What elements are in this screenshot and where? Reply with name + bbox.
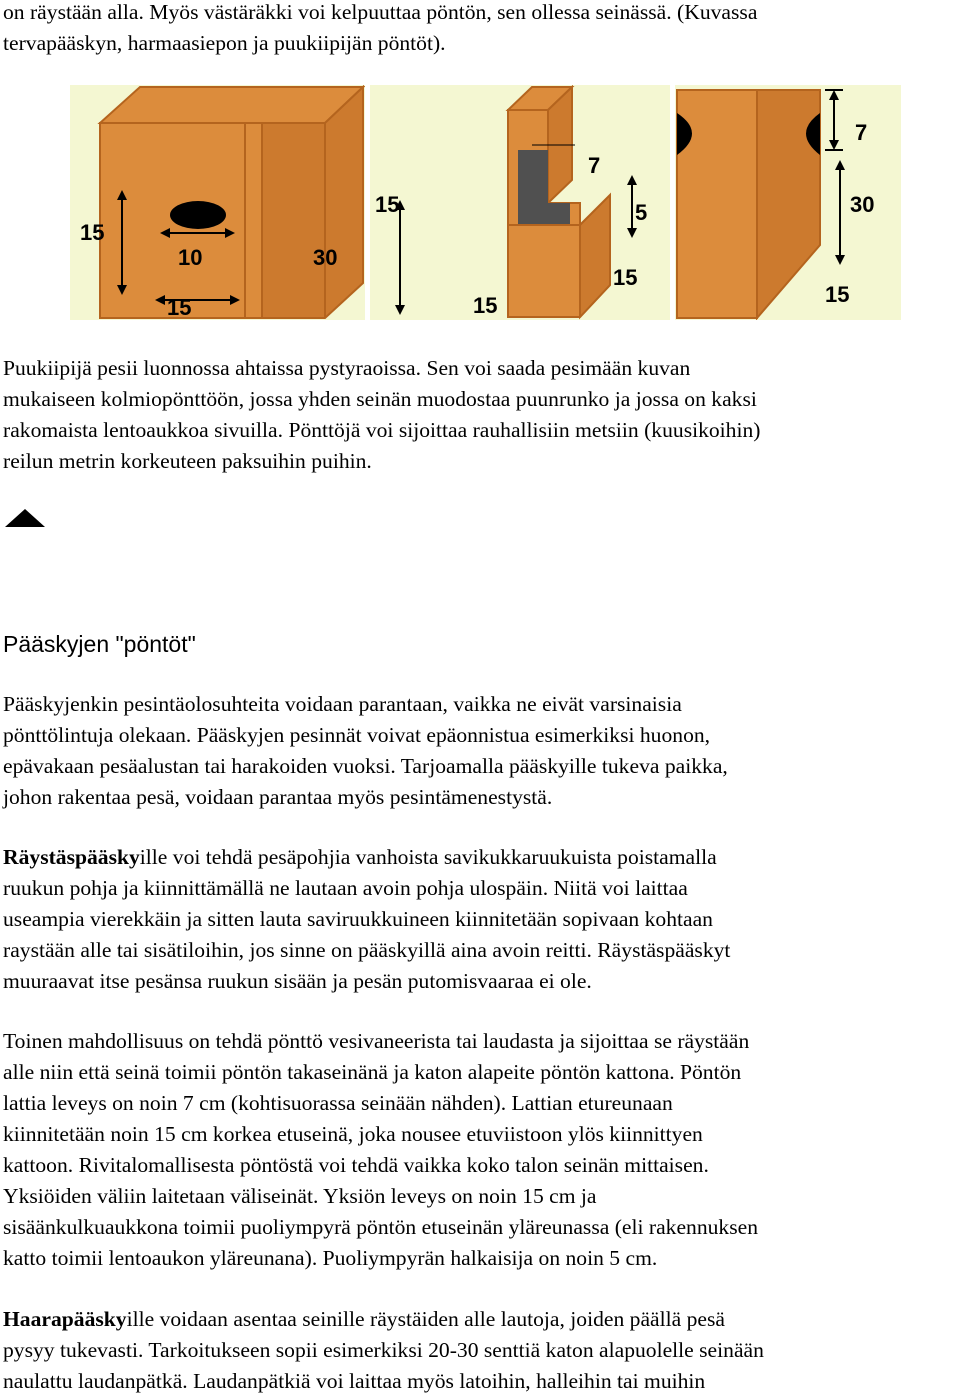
box2-height-label: 15: [375, 192, 400, 217]
text-line: sisäänkulkuaukkona toimii puoliympyrä pöntön etuseinän yläreunassa (eli rakennuksen: [3, 1215, 759, 1239]
text-line: Puukiipijä pesii luonnossa ahtaissa pystyraoissa. Sen voi saada pesimään kuvan: [3, 356, 691, 380]
intro-paragraph: [3, 0, 958, 59]
text-line: ille voidaan asentaa seinille räystäiden alle lautoja, joiden päällä pesä: [126, 1307, 725, 1331]
text-line: rakomaista lentoaukkoa sivuilla. Pönttöjä voi sijoittaa rauhallisiin metsiin (kuusikoihin): [3, 418, 761, 442]
text-line: muuraavat itse pesänsa ruukun sisään ja pesän putomisvaaraa ei ole.: [3, 969, 592, 993]
intro-line: on räystään alla. Myös västäräkki voi kelpuuttaa pöntön, sen ollessa seinässä. (Kuvassa: [3, 0, 758, 24]
box3-width-label: 15: [825, 282, 850, 307]
text-line: lattia leveys on noin 7 cm (kohtisuorassa seinään nähden). Lattian etureunaan: [3, 1091, 673, 1115]
text-line: pysyy tukevasti. Tarkoitukseen sopii esimerkiksi 20-30 senttiä katon alapuolelle seinään: [3, 1338, 764, 1362]
text-line: katto toimii lentoaukon yläreunana). Puoliympyrän halkaisija on noin 5 cm.: [3, 1246, 658, 1270]
treecreeper-paragraph: [3, 353, 958, 477]
box3-top-label: 7: [855, 120, 868, 145]
intro-line: tervapääskyn, harmaasiepon ja puukiipijän pöntöt).: [3, 31, 446, 55]
text-line: Pääskyjenkin pesintäolosuhteita voidaan parantaan, vaikka ne eivät varsinaisia: [3, 692, 682, 716]
box1-top: [100, 87, 363, 123]
treecreeper-nest-box-figure: [675, 85, 901, 320]
text-line: kattoon. Rivitalomallisesta pöntöstä voi tehdä vaikka koko talon seinän mittaisen.: [3, 1153, 709, 1177]
text-line: Yksiöiden väliin laitetaan väliseinät. Yksiön leveys on noin 15 cm ja: [3, 1184, 597, 1208]
swift-nest-box-figure: [70, 85, 365, 320]
bold-term: Räystäspääsky: [3, 845, 140, 869]
box2-width-label: 15: [473, 293, 498, 318]
bold-term: Haarapääsky: [3, 1307, 127, 1331]
box3-height-label: 30: [850, 192, 875, 217]
barn-swallow-paragraph: [3, 1304, 958, 1397]
text-line: epävakaan pesäalustan tai harakoiden vuoksi. Tarjoamalla pääskyille tukeva paikka,: [3, 754, 728, 778]
text-line: naulattu laudanpätkä. Laudanpätkiä voi laittaa myös latoihin, halleihin tai muihin: [3, 1369, 706, 1393]
back-to-top-link[interactable]: [4, 508, 46, 528]
text-line: kiinnitetään noin 15 cm korkea etuseinä, joka nousee etuviistoon ylös kiinnittyen: [3, 1122, 703, 1146]
text-line: reilun metrin korkeuteen paksuihin puihin.: [3, 449, 372, 473]
text-line: pönttölintuja olekaan. Pääskyjen pesinnät voivat epäonnistua esimerkiksi huonon,: [3, 723, 711, 747]
box3-left-wall: [677, 90, 757, 318]
text-line: mukaiseen kolmiopönttöön, jossa yhden seinän muodostaa puunrunko ja jossa on kaksi: [3, 387, 757, 411]
box1-length-label: 30: [313, 245, 338, 270]
flycatcher-nest-box-figure: [370, 85, 670, 320]
box1-height-label: 15: [80, 220, 105, 245]
text-line: alle niin että seinä toimii pöntön takaseinänä ja katon alapeite pöntön kattona. Pöntön: [3, 1060, 742, 1084]
alternative-box-paragraph: [3, 1026, 958, 1274]
swallows-paragraph: [3, 689, 958, 813]
text-line: useampia vierekkäin ja sitten lauta saviruukkuineen kiinnitetään sopivaan kohtaan: [3, 907, 713, 931]
box2-top-label: 7: [588, 153, 601, 178]
box2-front-label: 5: [635, 200, 648, 225]
triangle-up-icon: [4, 508, 46, 528]
text-line: raystään alle tai sisätiloihin, jos sinne on pääskyillä aina avoin reitti. Räystäspääskyt: [3, 938, 731, 962]
text-line: ruukun pohja ja kiinnittämällä ne lautaan avoin pohja ulospäin. Niitä voi laittaa: [3, 876, 688, 900]
box1-width-label: 15: [167, 295, 192, 320]
text-line: ille voi tehdä pesäpohjia vanhoista savikukkaruukuista poistamalla: [139, 845, 717, 869]
box1-hole-label: 10: [178, 245, 203, 270]
house-martin-paragraph: [3, 842, 958, 997]
text-line: Toinen mahdollisuus on tehdä pönttö vesivaneerista tai laudasta ja sijoittaa se räystään: [3, 1029, 750, 1053]
box2-side-label: 15: [613, 265, 638, 290]
entrance-hole: [170, 201, 226, 229]
section-heading: Pääskyjen "pöntöt": [3, 631, 196, 657]
text-line: johon rakentaa pesä, voidaan parantaa myös pesintämenestystä.: [3, 785, 553, 809]
